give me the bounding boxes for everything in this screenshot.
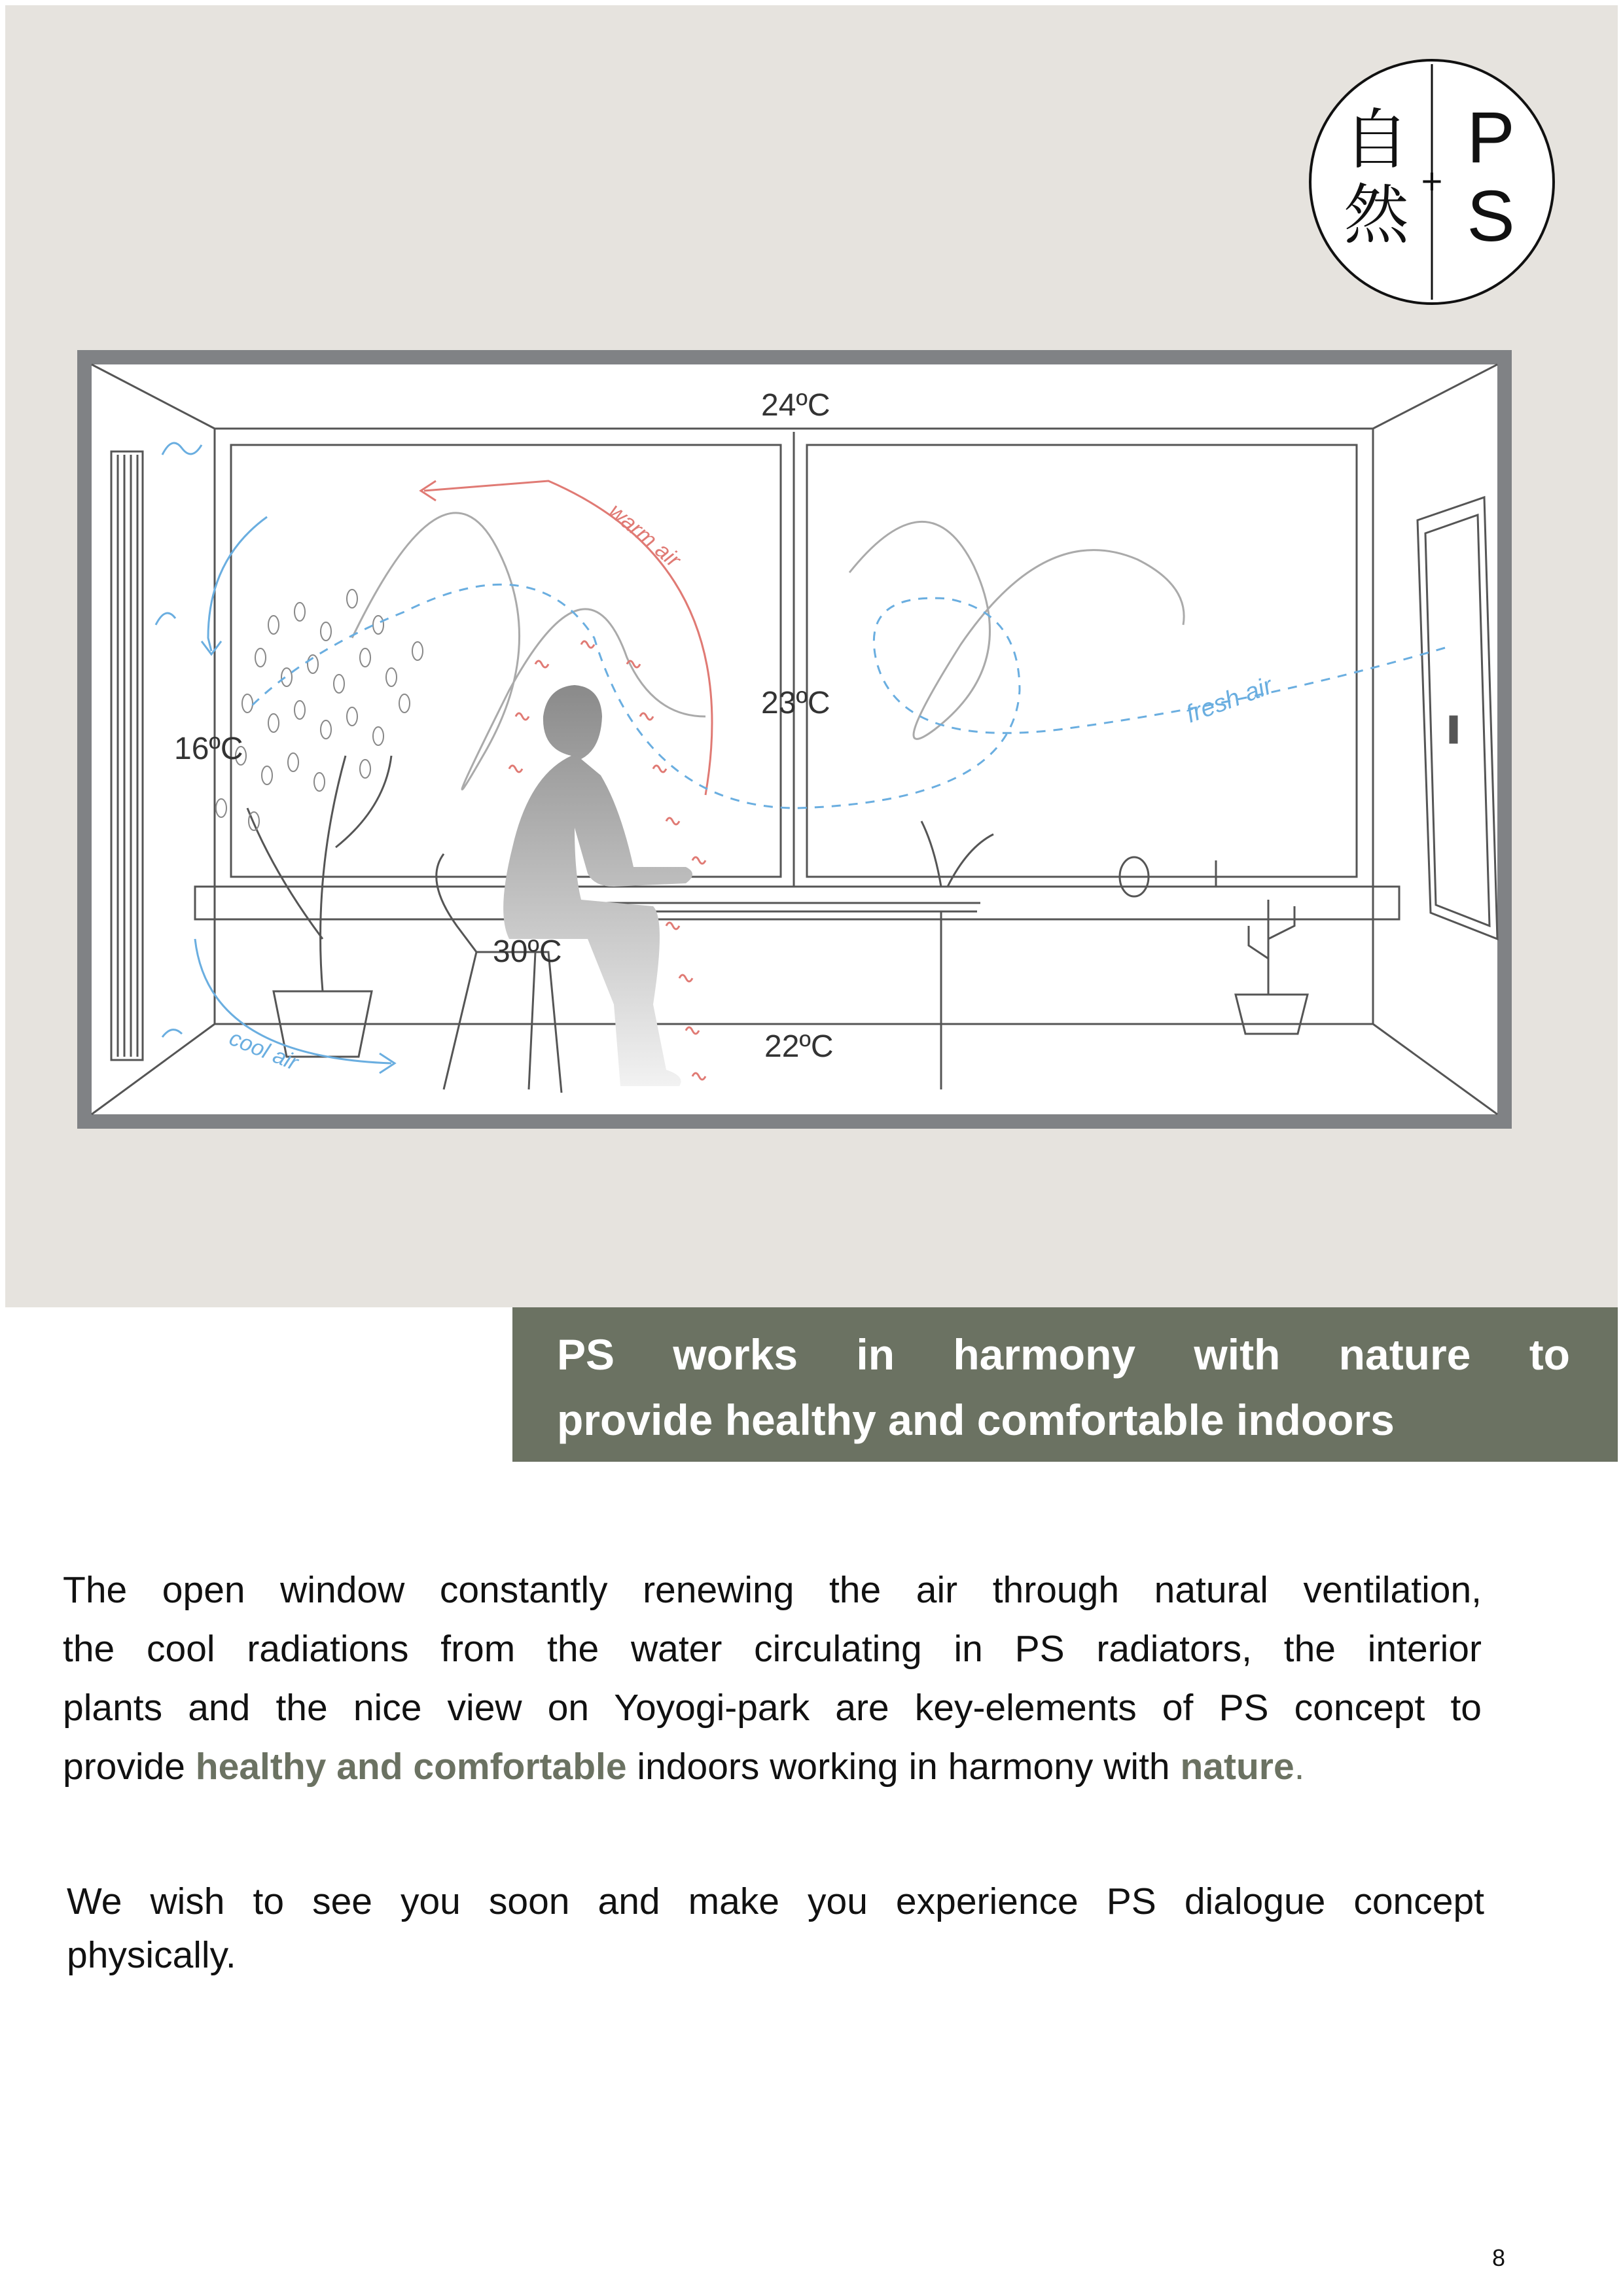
room-diagram [77,350,1512,1129]
ps-logo [1308,58,1556,306]
paragraph1-line-4-start: provide [63,1746,196,1788]
highlight-healthy-comfortable: healthy and comfortable [195,1746,627,1788]
temp-window: 23ºC [761,686,830,720]
logo-kanji-top: 自 [1344,103,1409,177]
logo-kanji-bottom: 然 [1344,179,1409,252]
paragraph1-line-2: the cool radiations from the water circulating in PS radiators, the interior [63,1628,1482,1670]
logo-letter-s: S [1467,176,1515,256]
body-paragraph-1 [63,1561,1482,1796]
banner-line-2: provide healthy and comfortable indoors [557,1396,1395,1444]
cool-air-label: cool air [226,1025,302,1076]
temp-floor: 22ºC [764,1029,834,1064]
paragraph2-line-1: We wish to see you soon and make you experience PS dialogue concept [67,1881,1484,1922]
paragraph1-line-4-end: . [1294,1746,1305,1788]
paragraph2-line-2: physically. [67,1934,236,1976]
banner-line-1: PS works in harmony with nature to [557,1330,1570,1379]
fresh-air-label: fresh air [1182,672,1277,729]
logo-plus: + [1421,160,1443,202]
highlight-nature: nature [1180,1746,1294,1788]
temp-ceiling: 24ºC [761,388,830,423]
paragraph1-line-1: The open window constantly renewing the air through natural ventilation, [63,1569,1482,1611]
paragraph1-line-4-middle: indoors working in harmony with [626,1746,1181,1788]
page-number: 8 [1491,2244,1505,2271]
headline-banner [512,1307,1618,1462]
paragraph1-line-3: plants and the nice view on Yoyogi-park are key-elements of PS concept to [63,1687,1482,1729]
warm-air-label: warm air [603,499,686,573]
temp-person: 30ºC [493,934,562,969]
paragraph1-line-4 [63,1737,1482,1796]
logo-letter-p: P [1467,97,1515,178]
body-paragraph-2 [67,1875,1484,1982]
temp-radiator: 16ºC [174,732,243,766]
illustration-panel [5,5,1618,1307]
